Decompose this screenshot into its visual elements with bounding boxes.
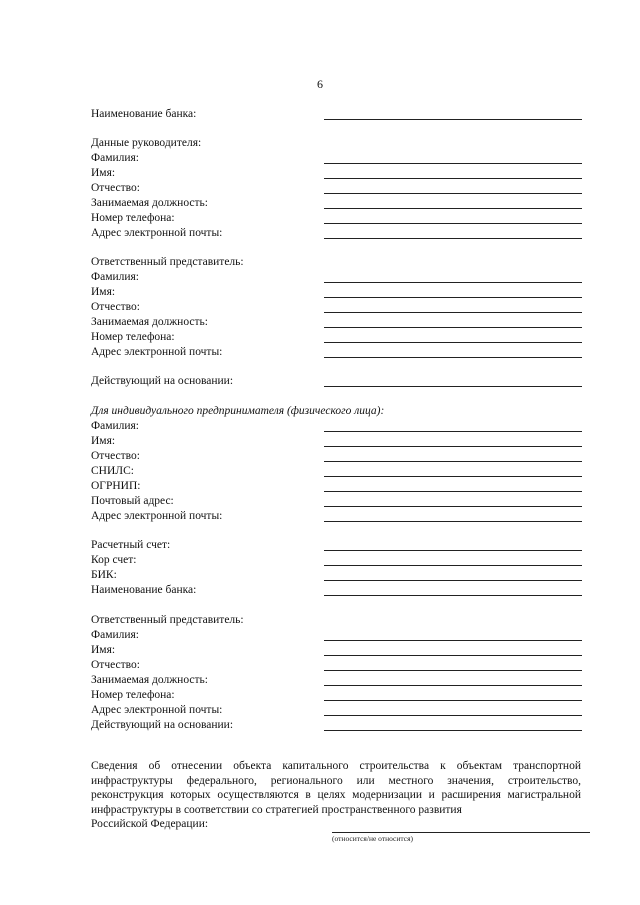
head-position-field[interactable]	[324, 208, 582, 209]
head-section-heading: Данные руководителя:	[91, 137, 202, 149]
rep2-position-label: Занимаемая должность:	[91, 674, 208, 686]
corr-account-label: Кор счет:	[91, 554, 137, 566]
ie-surname-label: Фамилия:	[91, 420, 139, 432]
bik-field[interactable]	[324, 580, 582, 581]
rep-surname-label: Фамилия:	[91, 271, 139, 283]
infrastructure-status-field[interactable]	[332, 832, 590, 833]
page-number: 6	[317, 77, 323, 91]
bank2-name-label: Наименование банка:	[91, 584, 197, 596]
rep-phone-label: Номер телефона:	[91, 331, 175, 343]
head-phone-label: Номер телефона:	[91, 212, 175, 224]
head-name-field[interactable]	[324, 178, 582, 179]
rep2-patronymic-label: Отчество:	[91, 659, 140, 671]
ie-ogrnip-field[interactable]	[324, 491, 582, 492]
head-position-label: Занимаемая должность:	[91, 197, 208, 209]
rep2-phone-label: Номер телефона:	[91, 689, 175, 701]
statement-text: Сведения об отнесении объекта капитального строительства к объектам транспортной инфраструктуры федерального, регионального или местного значения, строительство, реконструкция которых осуществляются в целях модернизации и расширения магистральной инфраструктуры в соответствии со стратегией пространственного развития	[91, 760, 581, 816]
rep2-name-field[interactable]	[324, 655, 582, 656]
rep2-email-label: Адрес электронной почты:	[91, 704, 223, 716]
rep2-basis-field[interactable]	[324, 730, 582, 731]
entrepreneur-heading: Для индивидуального предпринимателя (физического лица):	[91, 405, 385, 417]
statement-last-line: Российской Федерации:	[91, 818, 209, 831]
head-surname-label: Фамилия:	[91, 152, 139, 164]
rep2-basis-label: Действующий на основании:	[91, 719, 234, 731]
ie-postal-label: Почтовый адрес:	[91, 495, 174, 507]
ie-patronymic-label: Отчество:	[91, 450, 140, 462]
basis-field[interactable]	[324, 386, 582, 387]
rep2-position-field[interactable]	[324, 685, 582, 686]
status-field-caption: (относится/не относится)	[332, 834, 414, 843]
ie-email-label: Адрес электронной почты:	[91, 510, 223, 522]
rep-patronymic-label: Отчество:	[91, 301, 140, 313]
rep-phone-field[interactable]	[324, 342, 582, 343]
head-phone-field[interactable]	[324, 223, 582, 224]
head-email-label: Адрес электронной почты:	[91, 227, 223, 239]
corr-account-field[interactable]	[324, 565, 582, 566]
ie-name-label: Имя:	[91, 435, 116, 447]
rep-email-field[interactable]	[324, 357, 582, 358]
rep-name-field[interactable]	[324, 297, 582, 298]
rep-email-label: Адрес электронной почты:	[91, 346, 223, 358]
basis-label: Действующий на основании:	[91, 375, 234, 387]
bank-name-label: Наименование банка:	[91, 108, 197, 120]
ie-surname-field[interactable]	[324, 431, 582, 432]
bik-label: БИК:	[91, 569, 117, 581]
account-field[interactable]	[324, 550, 582, 551]
rep-patronymic-field[interactable]	[324, 312, 582, 313]
rep-position-field[interactable]	[324, 327, 582, 328]
rep2-name-label: Имя:	[91, 644, 116, 656]
head-surname-field[interactable]	[324, 163, 582, 164]
head-patronymic-field[interactable]	[324, 193, 582, 194]
rep2-phone-field[interactable]	[324, 700, 582, 701]
ie-name-field[interactable]	[324, 446, 582, 447]
head-email-field[interactable]	[324, 238, 582, 239]
ie-ogrnip-label: ОГРНИП:	[91, 480, 141, 492]
ie-postal-field[interactable]	[324, 506, 582, 507]
ie-snils-label: СНИЛС:	[91, 465, 134, 477]
rep-section-heading: Ответственный представитель:	[91, 256, 244, 268]
head-patronymic-label: Отчество:	[91, 182, 140, 194]
infrastructure-statement	[91, 759, 581, 832]
rep2-surname-field[interactable]	[324, 640, 582, 641]
account-label: Расчетный счет:	[91, 539, 171, 551]
head-name-label: Имя:	[91, 167, 116, 179]
rep2-patronymic-field[interactable]	[324, 670, 582, 671]
rep-name-label: Имя:	[91, 286, 116, 298]
ie-email-field[interactable]	[324, 521, 582, 522]
rep-position-label: Занимаемая должность:	[91, 316, 208, 328]
rep2-surname-label: Фамилия:	[91, 629, 139, 641]
ie-patronymic-field[interactable]	[324, 461, 582, 462]
bank-name-field[interactable]	[324, 119, 582, 120]
rep2-email-field[interactable]	[324, 715, 582, 716]
bank2-name-field[interactable]	[324, 595, 582, 596]
rep2-section-heading: Ответственный представитель:	[91, 614, 244, 626]
rep-surname-field[interactable]	[324, 282, 582, 283]
ie-snils-field[interactable]	[324, 476, 582, 477]
